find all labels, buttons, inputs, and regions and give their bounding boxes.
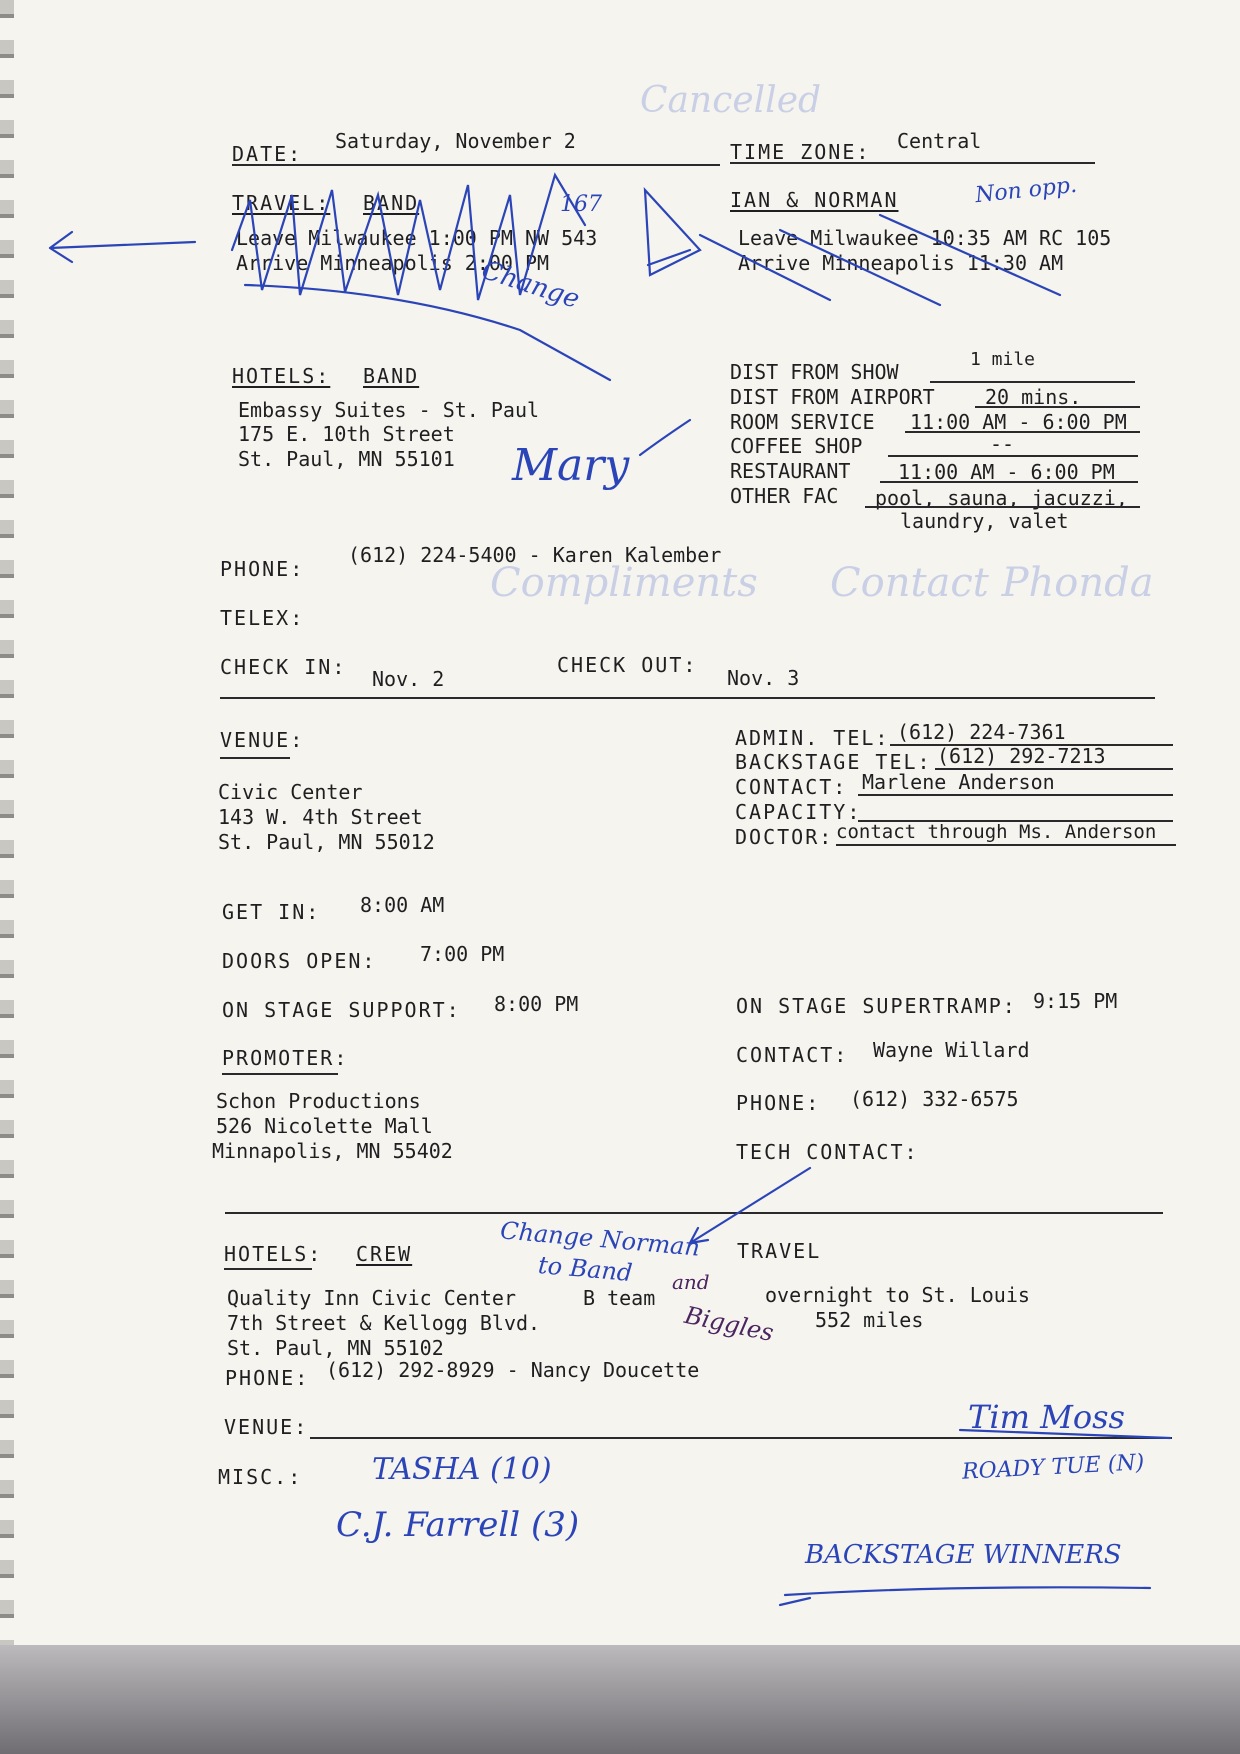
coffee-shop-label: COFFEE SHOP xyxy=(730,434,863,458)
show-through-writing: Cancelled xyxy=(640,80,822,121)
venue2-label: VENUE: xyxy=(224,1415,309,1439)
capacity-label: CAPACITY: xyxy=(735,800,862,824)
tim-moss-note: Tim Moss xyxy=(968,1398,1125,1436)
page-shadow xyxy=(0,1645,1240,1754)
b-team-note: B team xyxy=(583,1286,656,1310)
hotel-street: 175 E. 10th Street xyxy=(238,422,455,446)
crew-hotels-label: HOTELS: xyxy=(224,1242,323,1266)
promoter-name: Schon Productions xyxy=(216,1089,421,1113)
misc-label: MISC.: xyxy=(218,1465,303,1489)
flight-number-note: 167 xyxy=(560,192,602,217)
doctor-value: contact through Ms. Anderson xyxy=(836,821,1157,843)
promoter-phone-value: (612) 332-6575 xyxy=(850,1087,1019,1111)
restaurant-label: RESTAURANT xyxy=(730,459,851,483)
mary-note: Mary xyxy=(512,440,630,491)
date-label: DATE: xyxy=(232,142,303,166)
crew-hotel-city: St. Paul, MN 55102 xyxy=(227,1336,444,1360)
doors-open-label: DOORS OPEN: xyxy=(222,949,377,973)
to-band-note: to Band xyxy=(536,1250,634,1288)
dist-show-value: 1 mile xyxy=(970,349,1036,370)
backstage-winners-note: BACKSTAGE WINNERS xyxy=(805,1540,1122,1570)
and-note: and xyxy=(672,1270,710,1294)
hotel-name: Embassy Suites - St. Paul xyxy=(238,398,540,422)
biggles-note: Biggles xyxy=(682,1300,777,1348)
show-through-writing: Compliments xyxy=(490,560,758,606)
hotel-city: St. Paul, MN 55101 xyxy=(238,447,455,471)
timezone-label: TIME ZONE: xyxy=(730,140,871,164)
contact-value: Marlene Anderson xyxy=(862,770,1055,794)
venue-city: St. Paul, MN 55012 xyxy=(218,830,435,854)
admin-tel-value: (612) 224-7361 xyxy=(897,720,1066,744)
dist-show-label: DIST FROM SHOW xyxy=(730,360,899,384)
restaurant-value: 11:00 AM - 6:00 PM xyxy=(898,460,1115,484)
non-opp-note: Non opp. xyxy=(973,172,1079,209)
telex-label: TELEX: xyxy=(220,606,305,630)
travel-label: TRAVEL: xyxy=(232,191,331,215)
backstage-tel-label: BACKSTAGE TEL: xyxy=(735,750,932,774)
band-flight-arrive: Arrive Minneapolis 2:00 PM xyxy=(236,251,550,275)
crew-phone-label: PHONE: xyxy=(225,1366,310,1390)
other-fac-value-2: laundry, valet xyxy=(900,509,1069,533)
dist-airport-value: 20 mins. xyxy=(985,385,1082,409)
other-fac-value-1: pool, sauna, jacuzzi, xyxy=(875,486,1128,510)
timezone-value: Central xyxy=(897,129,982,153)
support-value: 8:00 PM xyxy=(494,992,579,1016)
tech-contact-label: TECH CONTACT: xyxy=(736,1140,919,1164)
promoter-contact-value: Wayne Willard xyxy=(873,1038,1030,1062)
backstage-tel-value: (612) 292-7213 xyxy=(937,744,1106,768)
coffee-shop-value: -- xyxy=(990,432,1015,456)
crew-label: CREW xyxy=(356,1242,413,1266)
room-service-label: ROOM SERVICE xyxy=(730,410,875,434)
crew-travel-line-1: overnight to St. Louis xyxy=(765,1283,1030,1307)
get-in-value: 8:00 AM xyxy=(360,893,445,917)
promoter-street: 526 Nicolette Mall xyxy=(216,1114,433,1138)
checkin-value: Nov. 2 xyxy=(372,667,445,691)
hotels-band-label: BAND xyxy=(363,364,420,388)
crew-hotel-street: 7th Street & Kellogg Blvd. xyxy=(227,1311,541,1335)
date-value: Saturday, November 2 xyxy=(335,129,576,153)
ian-norman-label: IAN & NORMAN xyxy=(730,188,899,212)
hotels-label: HOTELS: xyxy=(232,364,331,388)
roady-note: ROADY TUE (N) xyxy=(961,1450,1145,1485)
admin-tel-label: ADMIN. TEL: xyxy=(735,726,890,750)
doors-open-value: 7:00 PM xyxy=(420,942,505,966)
support-label: ON STAGE SUPPORT: xyxy=(222,998,461,1022)
ian-flight-leave: Leave Milwaukee 10:35 AM RC 105 xyxy=(738,226,1112,250)
crew-phone-value: (612) 292-8929 - Nancy Doucette xyxy=(326,1358,700,1382)
promoter-contact-label: CONTACT: xyxy=(736,1043,849,1067)
checkin-label: CHECK IN: xyxy=(220,655,347,679)
checkout-value: Nov. 3 xyxy=(727,666,800,690)
change-norman-note: Change Norman xyxy=(499,1216,702,1262)
doctor-label: DOCTOR: xyxy=(735,825,834,849)
venue-name: Civic Center xyxy=(218,780,363,804)
dist-airport-label: DIST FROM AIRPORT xyxy=(730,385,935,409)
headliner-label: ON STAGE SUPERTRAMP: xyxy=(736,994,1017,1018)
venue-street: 143 W. 4th Street xyxy=(218,805,423,829)
get-in-label: GET IN: xyxy=(222,900,321,924)
travel-band-label: BAND xyxy=(363,191,420,215)
checkout-label: CHECK OUT: xyxy=(557,653,698,677)
headliner-value: 9:15 PM xyxy=(1033,989,1118,1013)
band-flight-leave: Leave Milwaukee 1:00 PM NW 543 xyxy=(236,226,598,250)
farrell-note: C.J. Farrell (3) xyxy=(336,1505,580,1545)
promoter-label: PROMOTER: xyxy=(222,1046,349,1070)
promoter-city: Minnapolis, MN 55402 xyxy=(212,1139,453,1163)
tasha-note: TASHA (10) xyxy=(372,1452,552,1487)
promoter-phone-label: PHONE: xyxy=(736,1091,821,1115)
phone-value: (612) 224-5400 - Karen Kalember xyxy=(348,543,722,567)
room-service-value: 11:00 AM - 6:00 PM xyxy=(910,410,1127,434)
show-through-writing: Contact Phonda xyxy=(830,560,1154,606)
crew-travel-label: TRAVEL xyxy=(737,1239,822,1263)
phone-label: PHONE: xyxy=(220,557,305,581)
ian-flight-arrive: Arrive Minneapolis 11:30 AM xyxy=(738,251,1064,275)
change-note: Change xyxy=(477,255,584,315)
crew-hotel-name: Quality Inn Civic Center xyxy=(227,1286,516,1310)
crew-travel-line-2: 552 miles xyxy=(815,1308,924,1332)
contact-label: CONTACT: xyxy=(735,775,848,799)
venue-label: VENUE: xyxy=(220,728,305,752)
other-fac-label: OTHER FAC xyxy=(730,484,839,508)
